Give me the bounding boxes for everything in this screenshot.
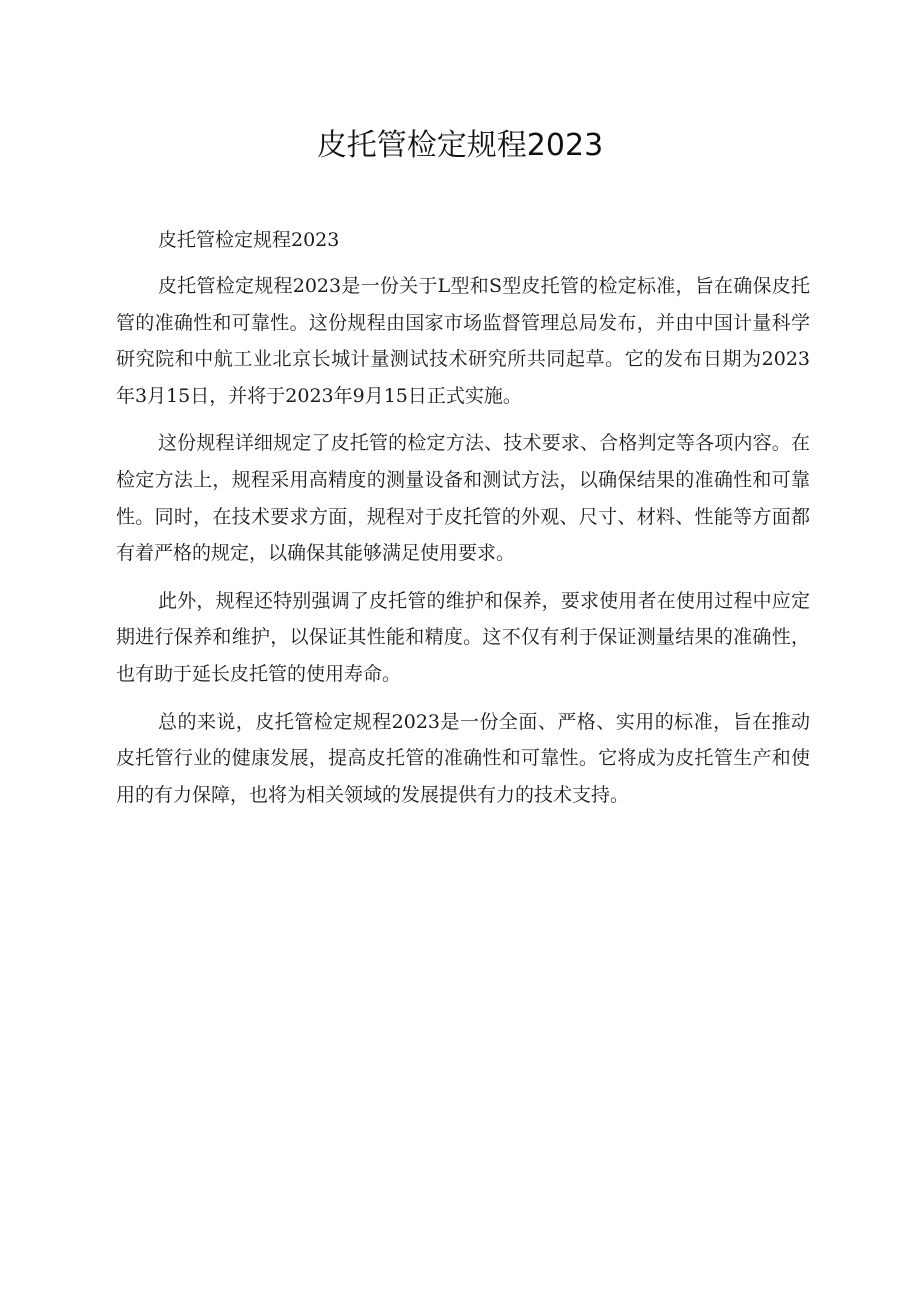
paragraph-maintenance: 此外，规程还特别强调了皮托管的维护和保养，要求使用者在使用过程中应定期进行保养和维护，以保证其性能和精度。这不仅有利于保证测量结果的准确性，也有助于延长皮托管的使用寿命。 [116, 589, 810, 685]
page-title: 皮托管检定规程2023 [316, 128, 604, 163]
document-subtitle: 皮托管检定规程2023 [158, 229, 340, 251]
paragraph-summary: 总的来说，皮托管检定规程2023是一份全面、严格、实用的标准，旨在推动皮托管行业的健康发展，提高皮托管的准确性和可靠性。它将成为皮托管生产和使用的有力保障，也将为相关领域的发展提供有力的技术支持。 [116, 710, 810, 806]
document-body [116, 222, 810, 824]
paragraph-intro: 皮托管检定规程2023是一份关于L型和S型皮托管的检定标准，旨在确保皮托管的准确性和可靠性。这份规程由国家市场监督管理总局发布，并由中国计量科学研究院和中航工业北京长城计量测试技术研究所共同起草。它的发布日期为2023年3月15日，并将于2023年9月15日正式实施。 [116, 275, 810, 407]
paragraph-methods: 这份规程详细规定了皮托管的检定方法、技术要求、合格判定等各项内容。在检定方法上，规程采用高精度的测量设备和测试方法，以确保结果的准确性和可靠性。同时，在技术要求方面，规程对于皮托管的外观、尺寸、材料、性能等方面都有着严格的规定，以确保其能够满足使用要求。 [116, 432, 810, 565]
